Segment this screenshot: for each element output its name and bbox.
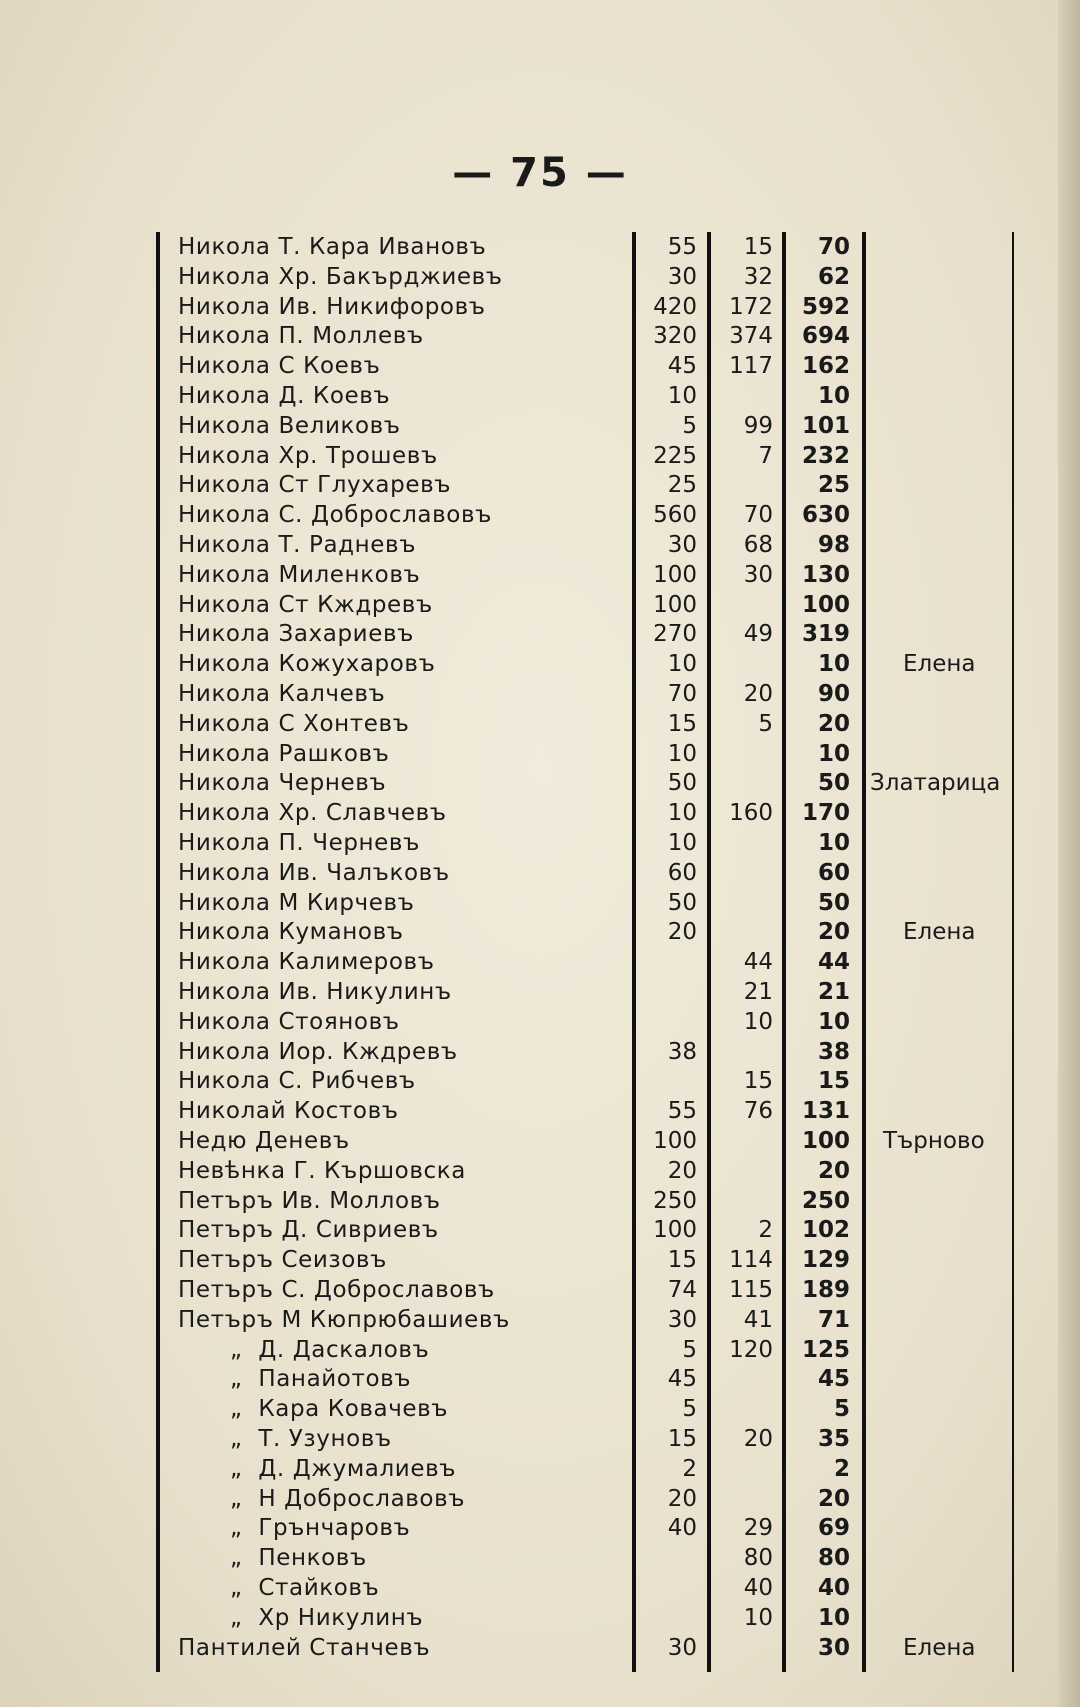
table-row [0,1603,1080,1633]
amount-col2: 99 [743,412,773,439]
table-row [0,1007,1080,1037]
person-name: Петъръ Д. Сивриевъ [178,1217,439,1244]
person-name: „ Т. Узуновъ [230,1426,392,1452]
person-name: Никола С Хонтевъ [178,710,410,737]
table-row [0,500,1080,530]
amount-col2: 120 [729,1336,773,1363]
amount-col2: 41 [743,1306,773,1333]
person-name: Никола Стояновъ [178,1008,400,1035]
amount-col1: 45 [667,1366,697,1393]
person-name: „ Кара Ковачевъ [230,1396,449,1423]
amount-total: 80 [817,1545,850,1572]
table-row [0,441,1080,471]
amount-total: 50 [817,770,850,797]
table-row [0,1096,1080,1126]
amount-total: 10 [817,740,850,767]
amount-col2: 49 [743,621,773,648]
amount-col1: 225 [653,442,697,469]
person-name: Никола Ст Кждревъ [178,591,433,618]
amount-total: 100 [801,591,850,618]
amount-total: 319 [801,621,850,648]
amount-total: 60 [817,859,850,886]
amount-col1: 100 [653,591,697,618]
amount-total: 20 [817,1485,850,1512]
amount-col1: 30 [667,263,697,290]
table-row [0,1245,1080,1275]
person-name: Петъръ С. Доброславовъ [178,1277,495,1303]
amount-col2: 40 [743,1575,773,1601]
amount-col1: 30 [667,532,697,558]
amount-total: 69 [817,1515,850,1542]
table-row [0,1543,1080,1573]
person-name: Никола Ив. Чалъковъ [178,859,450,886]
person-name: Пантилей Станчевъ [178,1634,431,1661]
amount-total: 10 [817,651,850,678]
place-name: Златарица [870,770,1001,797]
amount-total: 100 [801,1128,850,1154]
amount-col1: 15 [667,1247,697,1274]
amount-col1: 50 [667,770,697,797]
table-row [0,321,1080,351]
amount-total: 44 [817,949,850,976]
amount-total: 102 [801,1217,850,1244]
amount-total: 162 [801,353,850,380]
person-name: Никола Т. Радневъ [178,532,417,558]
amount-total: 50 [817,889,850,916]
table-row [0,560,1080,590]
amount-total: 189 [801,1277,850,1303]
place-name: Елена [903,651,976,678]
amount-col1: 10 [667,830,697,856]
amount-col2: 32 [743,263,773,290]
amount-col1: 10 [667,651,697,678]
table-row [0,1066,1080,1096]
amount-total: 21 [817,979,850,1005]
person-name: Невѣнка Г. Кършовска [178,1157,466,1184]
person-name: Никола Кожухаровъ [178,651,436,678]
amount-col2: 70 [743,502,773,529]
amount-col1: 30 [667,1306,697,1333]
amount-total: 125 [801,1336,850,1363]
table-row [0,947,1080,977]
person-name: „ Н Доброславовъ [230,1485,466,1512]
amount-col2: 172 [729,293,773,320]
amount-col1: 20 [667,1157,697,1184]
amount-col2: 2 [758,1217,773,1244]
person-name: Петъръ М Кюпрюбашиевъ [178,1306,510,1333]
table-row [0,1454,1080,1484]
amount-total: 5 [833,1396,850,1423]
amount-total: 70 [817,234,850,260]
amount-total: 10 [817,383,850,409]
amount-col2: 10 [743,1008,773,1035]
amount-col1: 2 [682,1455,697,1482]
amount-col2: 76 [743,1098,773,1125]
person-name: Никола Захариевъ [178,621,414,648]
person-name: Никола Калчевъ [178,681,386,707]
table-row [0,739,1080,769]
person-name: Петъръ Ив. Молловъ [178,1187,441,1214]
amount-col1: 20 [667,1485,697,1512]
amount-col2: 44 [743,949,773,976]
amount-col2: 117 [729,353,773,380]
page-number: — 75 — [452,150,628,196]
amount-total: 10 [817,1008,850,1035]
amount-col1: 40 [667,1515,697,1542]
amount-col2: 68 [743,532,773,558]
amount-col1: 100 [653,1217,697,1244]
amount-col1: 55 [667,234,697,260]
amount-col1: 45 [667,353,697,380]
amount-col1: 10 [667,800,697,827]
person-name: Никола П. Черневъ [178,830,420,856]
amount-col1: 560 [653,502,697,529]
person-name: Никола Калимеровъ [178,949,435,976]
person-name: „ Д. Даскаловъ [230,1336,430,1363]
table-row [0,1573,1080,1603]
amount-col2: 115 [729,1277,773,1303]
person-name: Никола С Коевъ [178,353,381,380]
amount-col2: 10 [743,1604,773,1631]
amount-total: 2 [833,1455,850,1482]
amount-total: 15 [817,1068,850,1095]
place-name: Търново [883,1128,985,1154]
table-row [0,858,1080,888]
person-name: Никола Рашковъ [178,740,390,767]
amount-col1: 50 [667,889,697,916]
amount-col2: 374 [729,323,773,350]
person-name: Никола Миленковъ [178,561,421,588]
amount-total: 10 [817,1604,850,1631]
table-row [0,1633,1080,1663]
amount-total: 131 [801,1098,850,1125]
amount-total: 38 [817,1038,850,1065]
amount-total: 250 [801,1187,850,1214]
amount-col2: 15 [743,234,773,260]
person-name: Никола Черневъ [178,770,387,797]
amount-total: 98 [817,532,850,558]
amount-total: 40 [817,1575,850,1601]
person-name: „ Пенковъ [230,1545,367,1572]
amount-total: 232 [801,442,850,469]
table-row [0,977,1080,1007]
person-name: Никола Т. Кара Ивановъ [178,234,487,260]
table-row [0,232,1080,262]
amount-total: 592 [801,293,850,320]
table-row [0,828,1080,858]
amount-col1: 270 [653,621,697,648]
amount-col1: 5 [682,1336,697,1363]
amount-total: 45 [817,1366,850,1393]
amount-col2: 20 [743,681,773,707]
amount-col2: 21 [743,979,773,1005]
amount-col2: 7 [758,442,773,469]
amount-total: 101 [801,412,850,439]
person-name: Никола Ив. Никулинъ [178,979,452,1005]
person-name: Никола Иор. Кждревъ [178,1038,458,1065]
amount-total: 20 [817,919,850,946]
table-row [0,351,1080,381]
table-row [0,1215,1080,1245]
amount-col1: 20 [667,919,697,946]
table-row [0,1275,1080,1305]
amount-col2: 30 [743,561,773,588]
amount-col1: 70 [667,681,697,707]
amount-total: 25 [817,472,850,499]
amount-col1: 420 [653,293,697,320]
amount-col2: 160 [729,800,773,827]
amount-col1: 5 [682,1396,697,1423]
person-name: Николай Костовъ [178,1098,399,1125]
amount-total: 170 [801,800,850,827]
amount-total: 30 [817,1634,850,1661]
person-name: Никола П. Моллевъ [178,323,424,350]
table-row [0,530,1080,560]
table-row [0,917,1080,947]
person-name: „ Стайковъ [230,1575,380,1601]
amount-col1: 74 [667,1277,697,1303]
amount-total: 62 [817,263,850,290]
table-row [0,619,1080,649]
person-name: „ Панайотовъ [230,1366,412,1393]
table-row [0,1335,1080,1365]
amount-col1: 10 [667,383,697,409]
amount-total: 630 [801,502,850,529]
person-name: Никола Хр. Бакърджиевъ [178,263,503,290]
amount-total: 20 [817,710,850,737]
table-row [0,679,1080,709]
amount-total: 129 [801,1247,850,1274]
amount-col2: 15 [743,1068,773,1095]
amount-col2: 29 [743,1515,773,1542]
amount-col2: 20 [743,1426,773,1452]
place-name: Елена [903,1634,976,1661]
table-row [0,590,1080,620]
table-row [0,1513,1080,1543]
amount-col1: 25 [667,472,697,499]
person-name: Недю Деневъ [178,1128,350,1154]
table-row [0,798,1080,828]
table-row [0,1037,1080,1067]
amount-col1: 100 [653,1128,697,1154]
amount-col1: 55 [667,1098,697,1125]
amount-total: 35 [817,1426,850,1452]
person-name: Никола Кумановъ [178,919,404,946]
amount-col1: 15 [667,710,697,737]
table-row [0,1126,1080,1156]
place-name: Елена [903,919,976,946]
amount-col1: 30 [667,1634,697,1661]
person-name: Никола Хр. Славчевъ [178,800,447,827]
amount-total: 71 [817,1306,850,1333]
table-row [0,1186,1080,1216]
amount-total: 20 [817,1157,850,1184]
table-row [0,1364,1080,1394]
amount-col1: 5 [682,412,697,439]
person-name: Никола С. Рибчевъ [178,1068,416,1095]
amount-col1: 10 [667,740,697,767]
table-row [0,292,1080,322]
table-row [0,1484,1080,1514]
table-row [0,649,1080,679]
person-name: Никола Ст Глухаревъ [178,472,452,499]
amount-col2: 80 [743,1545,773,1572]
amount-total: 10 [817,830,850,856]
amount-total: 694 [801,323,850,350]
table-row [0,411,1080,441]
person-name: Никола Великовъ [178,412,401,439]
table-row [0,470,1080,500]
amount-col1: 250 [653,1187,697,1214]
person-name: „ Хр Никулинъ [230,1604,424,1631]
table-row [0,709,1080,739]
table-row [0,381,1080,411]
amount-total: 130 [801,561,850,588]
amount-col1: 15 [667,1426,697,1452]
person-name: Никола М Кирчевъ [178,889,415,916]
table-row [0,1394,1080,1424]
amount-total: 90 [817,681,850,707]
table-row [0,888,1080,918]
amount-col1: 100 [653,561,697,588]
person-name: „ Грънчаровъ [230,1515,411,1542]
amount-col1: 320 [653,323,697,350]
person-name: Никола Д. Коевъ [178,383,391,409]
person-name: „ Д. Джумалиевъ [230,1455,457,1482]
person-name: Никола Хр. Трошевъ [178,442,438,469]
person-name: Петъръ Сеизовъ [178,1247,387,1274]
amount-col1: 38 [667,1038,697,1065]
table-row [0,1424,1080,1454]
table-row [0,1156,1080,1186]
person-name: Никола Ив. Никифоровъ [178,293,486,320]
table-row [0,768,1080,798]
table-row [0,262,1080,292]
amount-col1: 60 [667,859,697,886]
person-name: Никола С. Доброславовъ [178,502,492,529]
amount-col2: 5 [758,710,773,737]
amount-col2: 114 [729,1247,773,1274]
table-row [0,1305,1080,1335]
